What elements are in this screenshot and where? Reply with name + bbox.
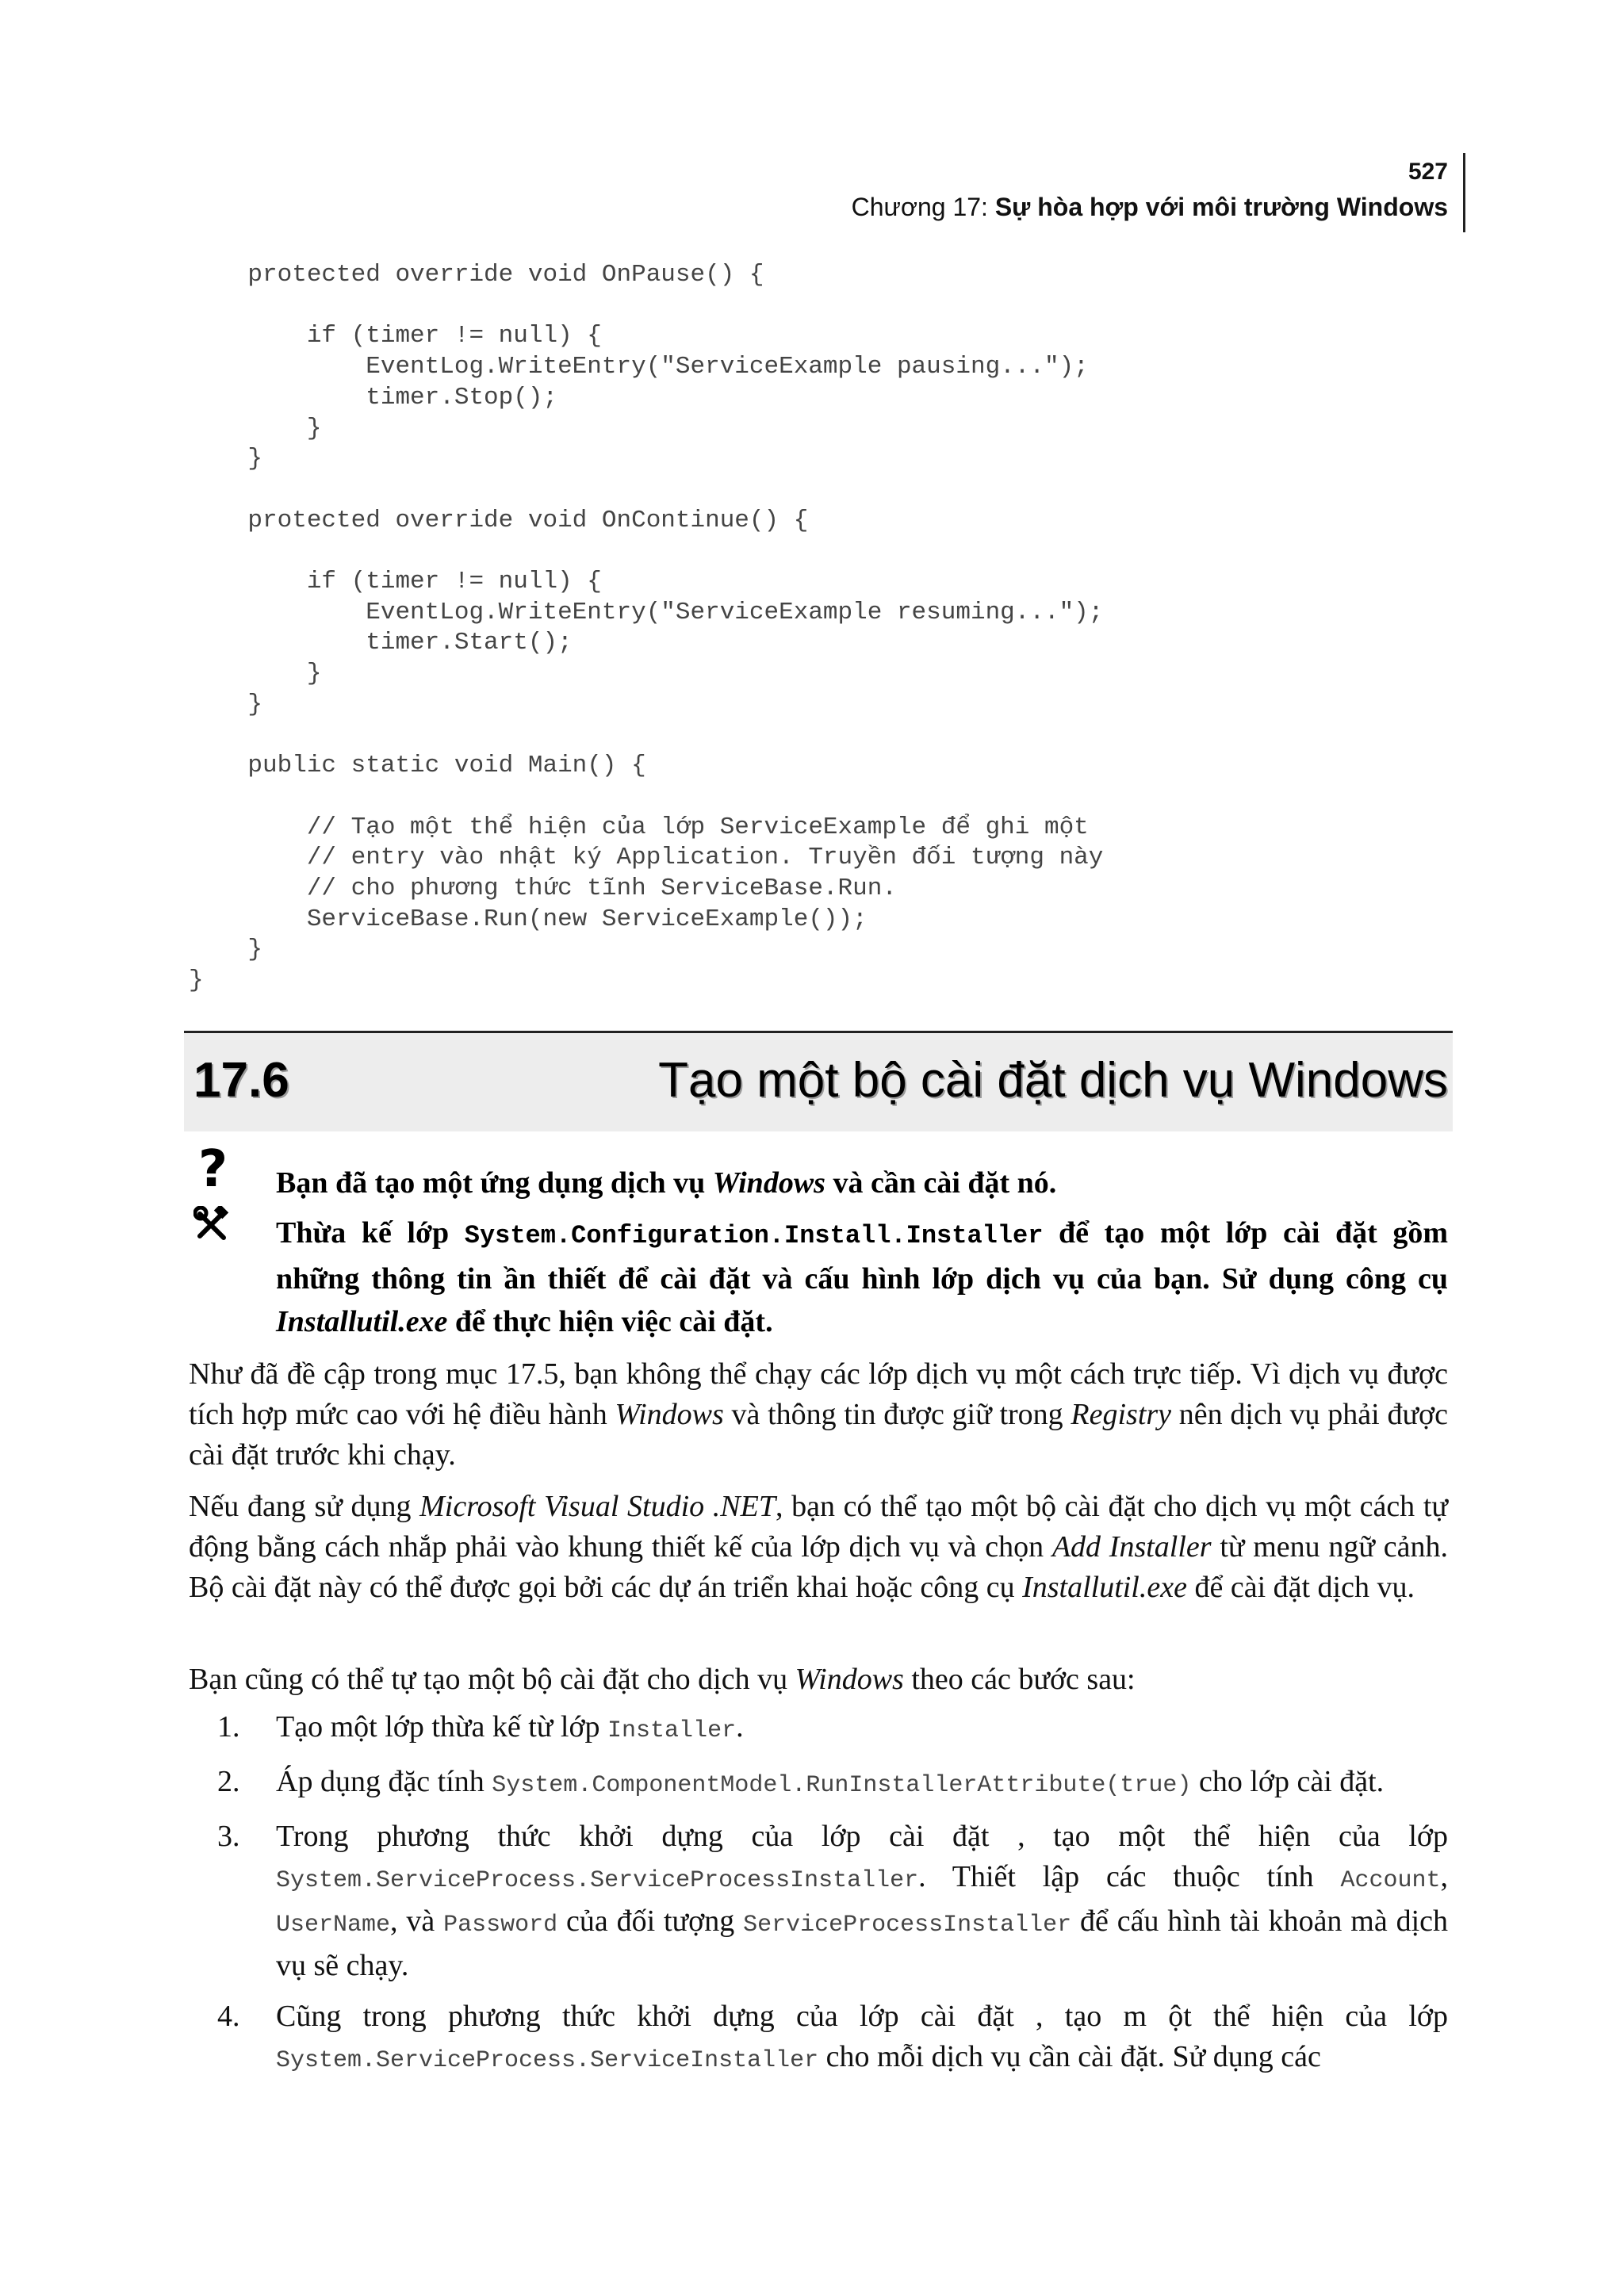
list-item: 2. Áp dụng đặc tính System.ComponentModel.RunInstallerAttribute(true) cho lớp cài đặt. (217, 1765, 1385, 1799)
running-header (852, 155, 1448, 225)
list-item: 1. Tạo một lớp thừa kế từ lớp Installer. (217, 1710, 744, 1744)
steps-list (189, 1707, 1448, 2092)
solution-text: Thừa kế lớp (276, 1216, 465, 1250)
solution-text-end: để thực hiện việc cài đặt. (447, 1305, 773, 1338)
problem-emphasis: Windows (712, 1166, 825, 1200)
list-item: 4. Cũng trong phương thức khởi dựng của lớp cài đặt , tạo m ột thể hiện của lớp System.ServiceProcess.ServiceInstaller cho mỗi dịch vụ cần cài đặt. Sử dụng các (217, 2000, 1448, 2074)
paragraph-3: Bạn cũng có thể tự tạo một bộ cài đặt cho dịch vụ Windows theo các bước sau: (189, 1663, 1136, 1696)
header-divider (1463, 153, 1465, 232)
section-title: Tạo một bộ cài đặt dịch vụ Windows (658, 1053, 1448, 1108)
solution-tool-name: Installutil.exe (276, 1305, 448, 1338)
solution-statement (276, 1212, 1448, 1343)
question-mark-icon: ? (198, 1140, 228, 1199)
chapter-prefix: Chương 17: (851, 193, 995, 221)
page-number: 527 (1408, 159, 1448, 185)
chapter-title: Sự hòa hợp với môi trường Windows (994, 193, 1448, 221)
problem-text-end: và cần cài đặt nó. (825, 1166, 1057, 1200)
problem-statement (276, 1164, 1448, 1202)
problem-text: Bạn đã tạo một ứng dụng dịch vụ (276, 1166, 713, 1200)
chapter-heading (852, 189, 1448, 225)
section-number: 17.6 (193, 1053, 289, 1108)
tools-icon (193, 1204, 230, 1252)
solution-code: System.Configuration.Install.Installer (464, 1221, 1044, 1250)
list-item: 3. Trong phương thức khởi dựng của lớp cài đặt , tạo một thể hiện của lớp System.ServiceProcess.ServiceProcessInstaller. Thiết lập các thuộc tính Account, UserName, và Password của đối tượng ServiceProcessInstaller để cấu hình tài khoản mà dịch vụ sẽ chạy. (217, 1820, 1448, 1982)
code-listing: protected override void OnPause() { if (timer != null) { EventLog.WriteEntry("ServiceExample pausing..."); timer.Stop(); } } protected override void OnContinue() { if (timer != null) { EventLog.WriteEntry("ServiceExample resuming..."); timer.Start(); } } public static void Main() { // Tạo một thể hiện của lớp ServiceExample để ghi một // entry vào nhật ký Application. Truyền đối tượng này // cho phương thức tĩnh ServiceBase.Run. ServiceBase.Run(new ServiceExample()); } } (189, 261, 1104, 995)
paragraph-2: Nếu đang sử dụng Microsoft Visual Studio .NET, bạn có thể tạo một bộ cài đặt cho dịch vụ một cách tự động bằng cách nhắp phải vào khung thiết kế của lớp dịch vụ và chọn Add Installer từ menu ngữ cảnh. Bộ cài đặt này có thể được gọi bởi các dự án triển khai hoặc công cụ Installutil.exe để cài đặt dịch vụ. (189, 1490, 1448, 1604)
solution-text-2: để tạo một lớp cài đặt gồm những thông tin ần thiết để cài đặt và cấu hình lớp dịch vụ của bạn. Sử dụng công cụ (276, 1216, 1449, 1296)
paragraph-1: Như đã đề cập trong mục 17.5, bạn không thể chạy các lớp dịch vụ một cách trực tiếp. Vì dịch vụ được tích hợp mức cao với hệ điều hành Windows và thông tin được giữ trong Registry nên dịch vụ phải được cài đặt trước khi chạy. (189, 1357, 1448, 1472)
